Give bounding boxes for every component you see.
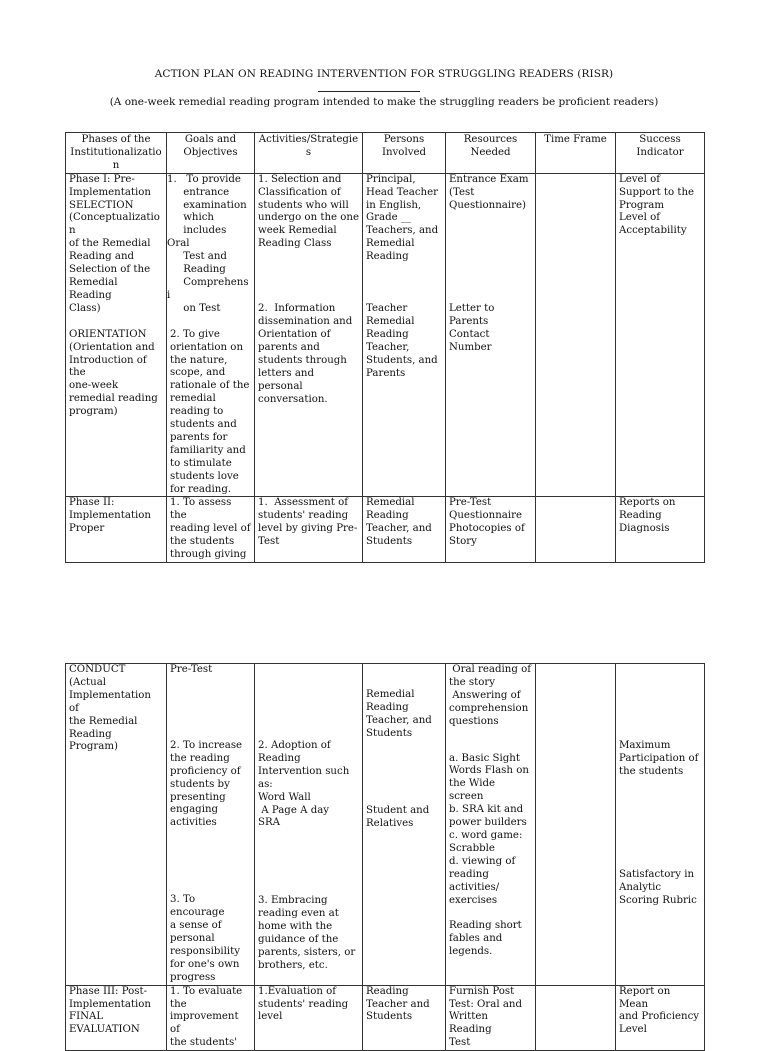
phase2-time: [536, 497, 616, 563]
document-subtitle: (A one-week remedial reading program intended to make the struggling readers be proficient readers): [109, 96, 659, 108]
phase1-persons: Principal, Head Teacher in English, Grade __ Teachers, and Remedial Reading: [366, 173, 439, 263]
conduct-resources: [446, 664, 536, 986]
goal-cell: [167, 173, 255, 497]
header-activities: Activities/Strategies: [255, 133, 363, 174]
phase1-activity: 1. Selection and Classification of students who will undergo on the one week Remedial Reading Class: [258, 173, 360, 250]
conduct-indicator-c: Satisfactory in Analytic Scoring Rubric: [619, 868, 697, 906]
table-header-row: [66, 133, 705, 174]
conduct-indicator: [616, 664, 705, 986]
conduct-indicator-b: Maximum Participation of the students: [619, 740, 699, 777]
table-row-phase1: [66, 173, 705, 497]
activity-cell: [255, 173, 363, 497]
conduct-resources-c: Reading short fables and legends.: [449, 920, 522, 958]
phase3-persons: Reading Teacher and Students: [363, 985, 446, 1051]
conduct-activity: [255, 664, 363, 986]
conduct-persons: [363, 664, 446, 986]
phase3-phase: Phase III: Post- Implementation FINAL EVALUATION: [66, 985, 167, 1051]
phase1-text: Phase I: Pre- Implementation SELECTION (Conceptualization of the Remedial Reading and Selection of the Remedial Reading Class): [69, 173, 160, 314]
conduct-phase: CONDUCT (Actual Implementation of the Remedial Reading Program): [66, 664, 167, 986]
phase1-goal: 1. To provide entrance examination which includes Oral Test and Reading Comprehensi on Test: [167, 173, 249, 314]
table-row-phase3: [66, 985, 705, 1051]
conduct-activity-c: 3. Embracing reading even at home with the guidance of the parents, sisters, or brothers, etc.: [258, 895, 356, 971]
conduct-activity-b: 2. Adoption of Reading Intervention such as: Word Wall A Page A day SRA: [258, 740, 350, 829]
header-persons: Persons Involved: [363, 133, 446, 174]
conduct-persons-b: Student and Relatives: [366, 804, 430, 829]
phase2-activity: 1. Assessment of students' reading level by giving Pre- Test: [255, 497, 363, 563]
header-success-indicator: Success Indicator: [616, 133, 705, 174]
phase3-goal: 1. To evaluate the improvement of the students': [167, 985, 255, 1051]
orientation-resources: Letter to Parents Contact Number: [449, 303, 495, 354]
conduct-goal-c: 3. To encourage a sense of personal responsibility for one's own progress: [170, 894, 240, 983]
orientation-persons: Teacher Remedial Reading Teacher, Students, and Parents: [366, 303, 438, 379]
orientation-activity: 2. Information dissemination and Orientation of parents and students through letters and personal conversation.: [258, 303, 353, 405]
header-phases: Phases of the Institutionalizatio n: [66, 133, 167, 174]
header-goals: Goals and Objectives: [167, 133, 255, 174]
table-row-conduct: [66, 664, 705, 986]
action-plan-table-part2: [65, 663, 705, 1051]
phase2-persons: Remedial Reading Teacher, and Students: [363, 497, 446, 563]
conduct-persons-a: Remedial Reading Teacher, and Students: [366, 689, 432, 739]
phase3-resources: Furnish Post Test: Oral and Written Reading Test: [446, 985, 536, 1051]
phase2-phase: Phase II: Implementation Proper: [66, 497, 167, 563]
phase3-activity: 1.Evaluation of students' reading level: [255, 985, 363, 1051]
persons-cell: [363, 173, 446, 497]
header-time-frame: Time Frame: [536, 133, 616, 174]
conduct-resources-a: Oral reading of the story Answering of comprehension questions: [449, 664, 532, 727]
phase3-time: [536, 985, 616, 1051]
document-title: ACTION PLAN ON READING INTERVENTION FOR STRUGGLING READERS (RISR): [154, 68, 614, 80]
phase3-indicator: Report on Mean and Proficiency Level: [616, 985, 705, 1051]
phase2-indicator: Reports on Reading Diagnosis: [616, 497, 705, 563]
indicator-cell: [616, 173, 705, 497]
conduct-resources-b: a. Basic Sight Words Flash on the Wide screen b. SRA kit and power builders c. word game: Scrabble d. viewing of reading activities/ exercises: [449, 752, 529, 906]
title-underline: [318, 91, 420, 92]
orientation-goal: 2. To give orientation on the nature, scope, and rationale of the remedial reading to students and parents for familiarity and to stimulate students love for reading.: [170, 328, 250, 495]
phase1-indicator: Level of Support to the Program Level of Acceptability: [619, 173, 695, 237]
conduct-goal-a: Pre-Test: [170, 664, 213, 675]
orientation-text: ORIENTATION (Orientation and Introduction of the one-week remedial reading program): [69, 328, 158, 418]
table-row-phase2: [66, 497, 705, 563]
action-plan-table-part1: [65, 132, 705, 563]
header-resources: Resources Needed: [446, 133, 536, 174]
phase1-resources: Entrance Exam (Test Questionnaire): [449, 173, 529, 211]
phase-cell: [66, 173, 167, 497]
resources-cell: [446, 173, 536, 497]
conduct-time: [536, 664, 616, 986]
time-frame-cell: [536, 173, 616, 497]
conduct-goal: [167, 664, 255, 986]
conduct-goal-b: 2. To increase the reading proficiency of students by presenting engaging activities: [170, 739, 243, 829]
phase2-resources: Pre-Test Questionnaire Photocopies of Story: [446, 497, 536, 563]
phase2-goal: 1. To assess the reading level of the students through giving: [167, 497, 255, 563]
